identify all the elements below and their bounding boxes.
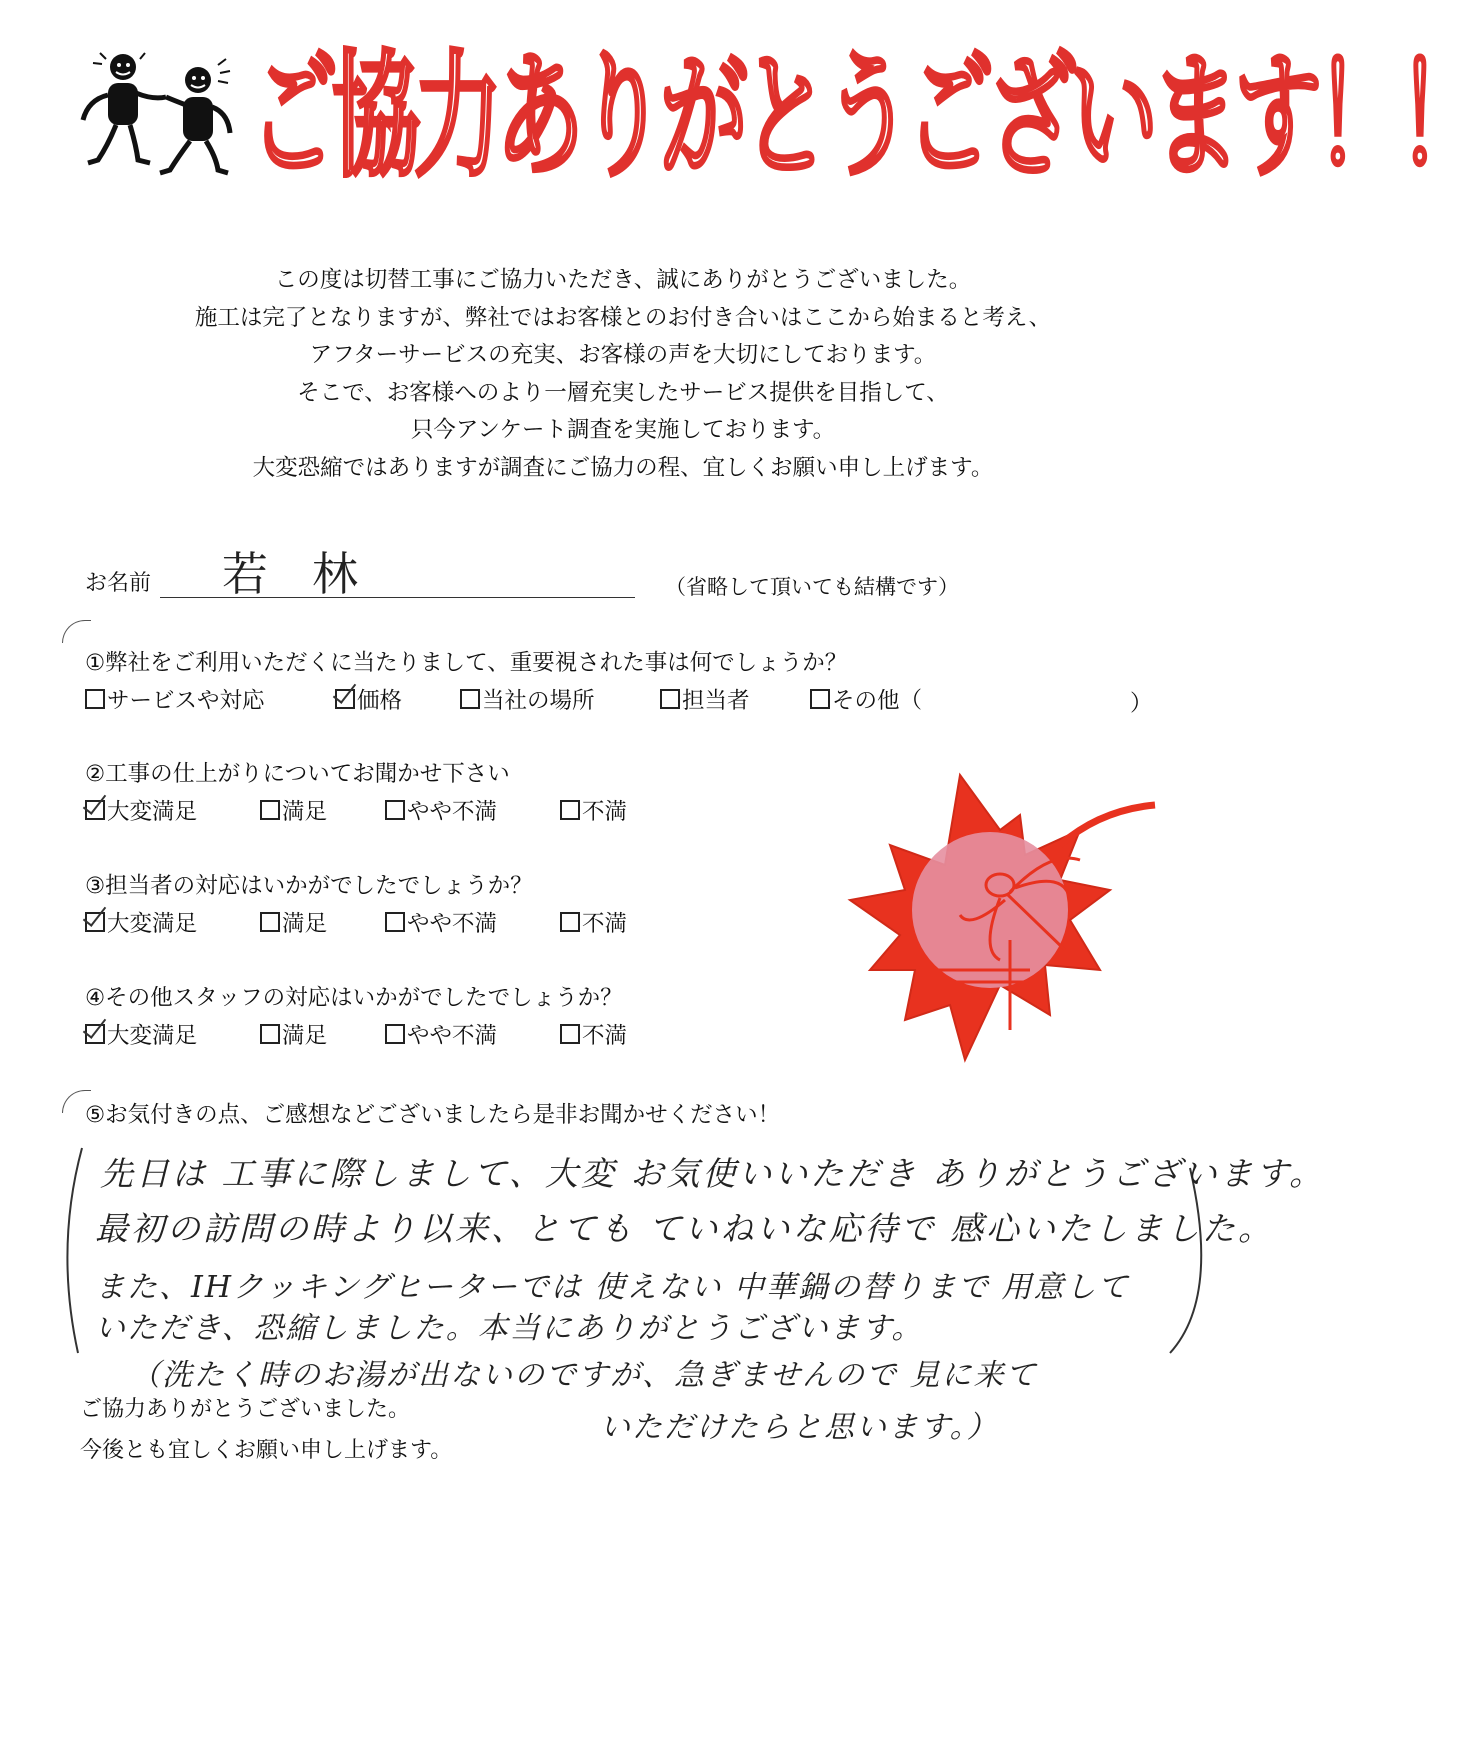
question-5: ⑤お気付きの点、ご感想などございましたら是非お聞かせください！ xyxy=(85,1102,781,1128)
intro-paragraph xyxy=(0,262,1246,487)
intro-line: アフターサービスの充実、お客様の声を大切にしております。 xyxy=(309,342,937,368)
checkbox-checked[interactable] xyxy=(85,1024,105,1044)
option-unsatisfied[interactable] xyxy=(560,1018,627,1050)
checkbox[interactable] xyxy=(260,912,280,932)
checkbox[interactable] xyxy=(385,1024,405,1044)
name-field[interactable]: 若林 xyxy=(222,547,402,601)
option-label: サービスや対応 xyxy=(107,688,265,714)
question-1: ①弊社をご利用いただくに当たりまして、重要視された事は何でしょうか？ xyxy=(85,650,848,676)
option-service[interactable] xyxy=(85,683,265,715)
option-very-satisfied[interactable] xyxy=(85,906,197,938)
option-label: 満足 xyxy=(282,911,328,937)
option-label: 不満 xyxy=(582,911,628,937)
page-title: ご協力ありがとうございます！！ xyxy=(250,36,1480,197)
checkbox[interactable] xyxy=(385,800,405,820)
checkbox[interactable] xyxy=(660,689,680,709)
checkbox-checked[interactable] xyxy=(85,800,105,820)
option-satisfied[interactable] xyxy=(260,906,327,938)
option-other[interactable] xyxy=(810,683,922,715)
option-label: 当社の場所 xyxy=(482,688,595,714)
option-label: 満足 xyxy=(282,1023,328,1049)
option-staff[interactable] xyxy=(660,683,750,715)
checkbox[interactable] xyxy=(460,689,480,709)
option-somewhat-unsatisfied[interactable] xyxy=(385,794,497,826)
comment-line: いただけたらと思います。） xyxy=(600,1410,999,1445)
maple-leaf-dragonfly-icon xyxy=(850,770,1170,1070)
checkbox[interactable] xyxy=(560,912,580,932)
check-mark-icon xyxy=(83,789,106,815)
option-label: 大変満足 xyxy=(107,911,198,937)
check-mark-icon xyxy=(83,901,106,927)
comment-line: （洗たく時のお湯が出ないのですが、急ぎませんので 見に来て xyxy=(130,1358,1038,1393)
name-note: （省略して頂いても結構です） xyxy=(665,575,959,599)
option-very-satisfied[interactable] xyxy=(85,794,197,826)
check-mark-icon xyxy=(83,1013,106,1039)
option-unsatisfied[interactable] xyxy=(560,794,627,826)
option-label: やや不満 xyxy=(407,1023,498,1049)
option-very-satisfied[interactable] xyxy=(85,1018,197,1050)
closing-thanks: ご協力ありがとうございました。 xyxy=(80,1397,411,1422)
name-label: お名前 xyxy=(85,571,152,596)
checkbox[interactable] xyxy=(385,912,405,932)
other-close-paren: ） xyxy=(1130,691,1153,717)
checkbox-checked[interactable] xyxy=(335,689,355,709)
checkbox[interactable] xyxy=(560,800,580,820)
checkbox[interactable] xyxy=(810,689,830,709)
check-mark-icon xyxy=(333,678,356,704)
question-3: ③担当者の対応はいかがでしたでしょうか？ xyxy=(85,873,533,899)
option-label: 担当者 xyxy=(682,688,750,714)
option-label: 大変満足 xyxy=(107,1023,198,1049)
option-label: 不満 xyxy=(582,1023,628,1049)
option-label: その他（ xyxy=(832,688,923,714)
question-2: ②工事の仕上がりについてお聞かせ下さい xyxy=(85,761,510,787)
checkbox[interactable] xyxy=(560,1024,580,1044)
option-somewhat-unsatisfied[interactable] xyxy=(385,1018,497,1050)
option-unsatisfied[interactable] xyxy=(560,906,627,938)
intro-line: 只今アンケート調査を実施しております。 xyxy=(410,417,836,443)
option-location[interactable] xyxy=(460,683,595,715)
question-4: ④その他スタッフの対応はいかがでしたでしょうか？ xyxy=(85,985,623,1011)
option-price[interactable] xyxy=(335,683,402,715)
option-label: 価格 xyxy=(357,688,403,714)
option-label: 大変満足 xyxy=(107,799,198,825)
comment-line: また、IHクッキングヒーターでは 使えない 中華鍋の替りまで 用意して xyxy=(95,1270,1130,1305)
comment-line: 最初の訪問の時より以来、とても ていねいな応待で 感心いたしました。 xyxy=(95,1209,1274,1248)
intro-line: 大変恐縮ではありますが調査にご協力の程、宜しくお願い申し上げます。 xyxy=(252,454,994,481)
comment-line: 先日は 工事に際しまして、大変 お気使いいただき ありがとうございます。 xyxy=(100,1154,1326,1193)
option-label: やや不満 xyxy=(407,799,498,825)
checkbox[interactable] xyxy=(85,689,105,709)
handshake-figures-icon xyxy=(78,45,248,180)
intro-line: この度は切替工事にご協力いただき、誠にありがとうございました。 xyxy=(274,267,972,293)
checkbox[interactable] xyxy=(260,800,280,820)
option-label: 不満 xyxy=(582,799,628,825)
checkbox[interactable] xyxy=(260,1024,280,1044)
closing-regards: 今後とも宜しくお願い申し上げます。 xyxy=(80,1438,453,1463)
comment-line: いただき、恐縮しました。本当にありがとうございます。 xyxy=(95,1311,924,1346)
intro-line: 施工は完了となりますが、弊社ではお客様とのお付き合いはここから始まると考え、 xyxy=(194,304,1052,331)
option-label: 満足 xyxy=(282,799,328,825)
option-satisfied[interactable] xyxy=(260,794,327,826)
option-label: やや不満 xyxy=(407,911,498,937)
checkbox-checked[interactable] xyxy=(85,912,105,932)
option-somewhat-unsatisfied[interactable] xyxy=(385,906,497,938)
bracket-mark xyxy=(62,620,91,643)
intro-line: そこで、お客様へのより一層充実したサービス提供を目指して、 xyxy=(297,379,949,406)
option-satisfied[interactable] xyxy=(260,1018,327,1050)
